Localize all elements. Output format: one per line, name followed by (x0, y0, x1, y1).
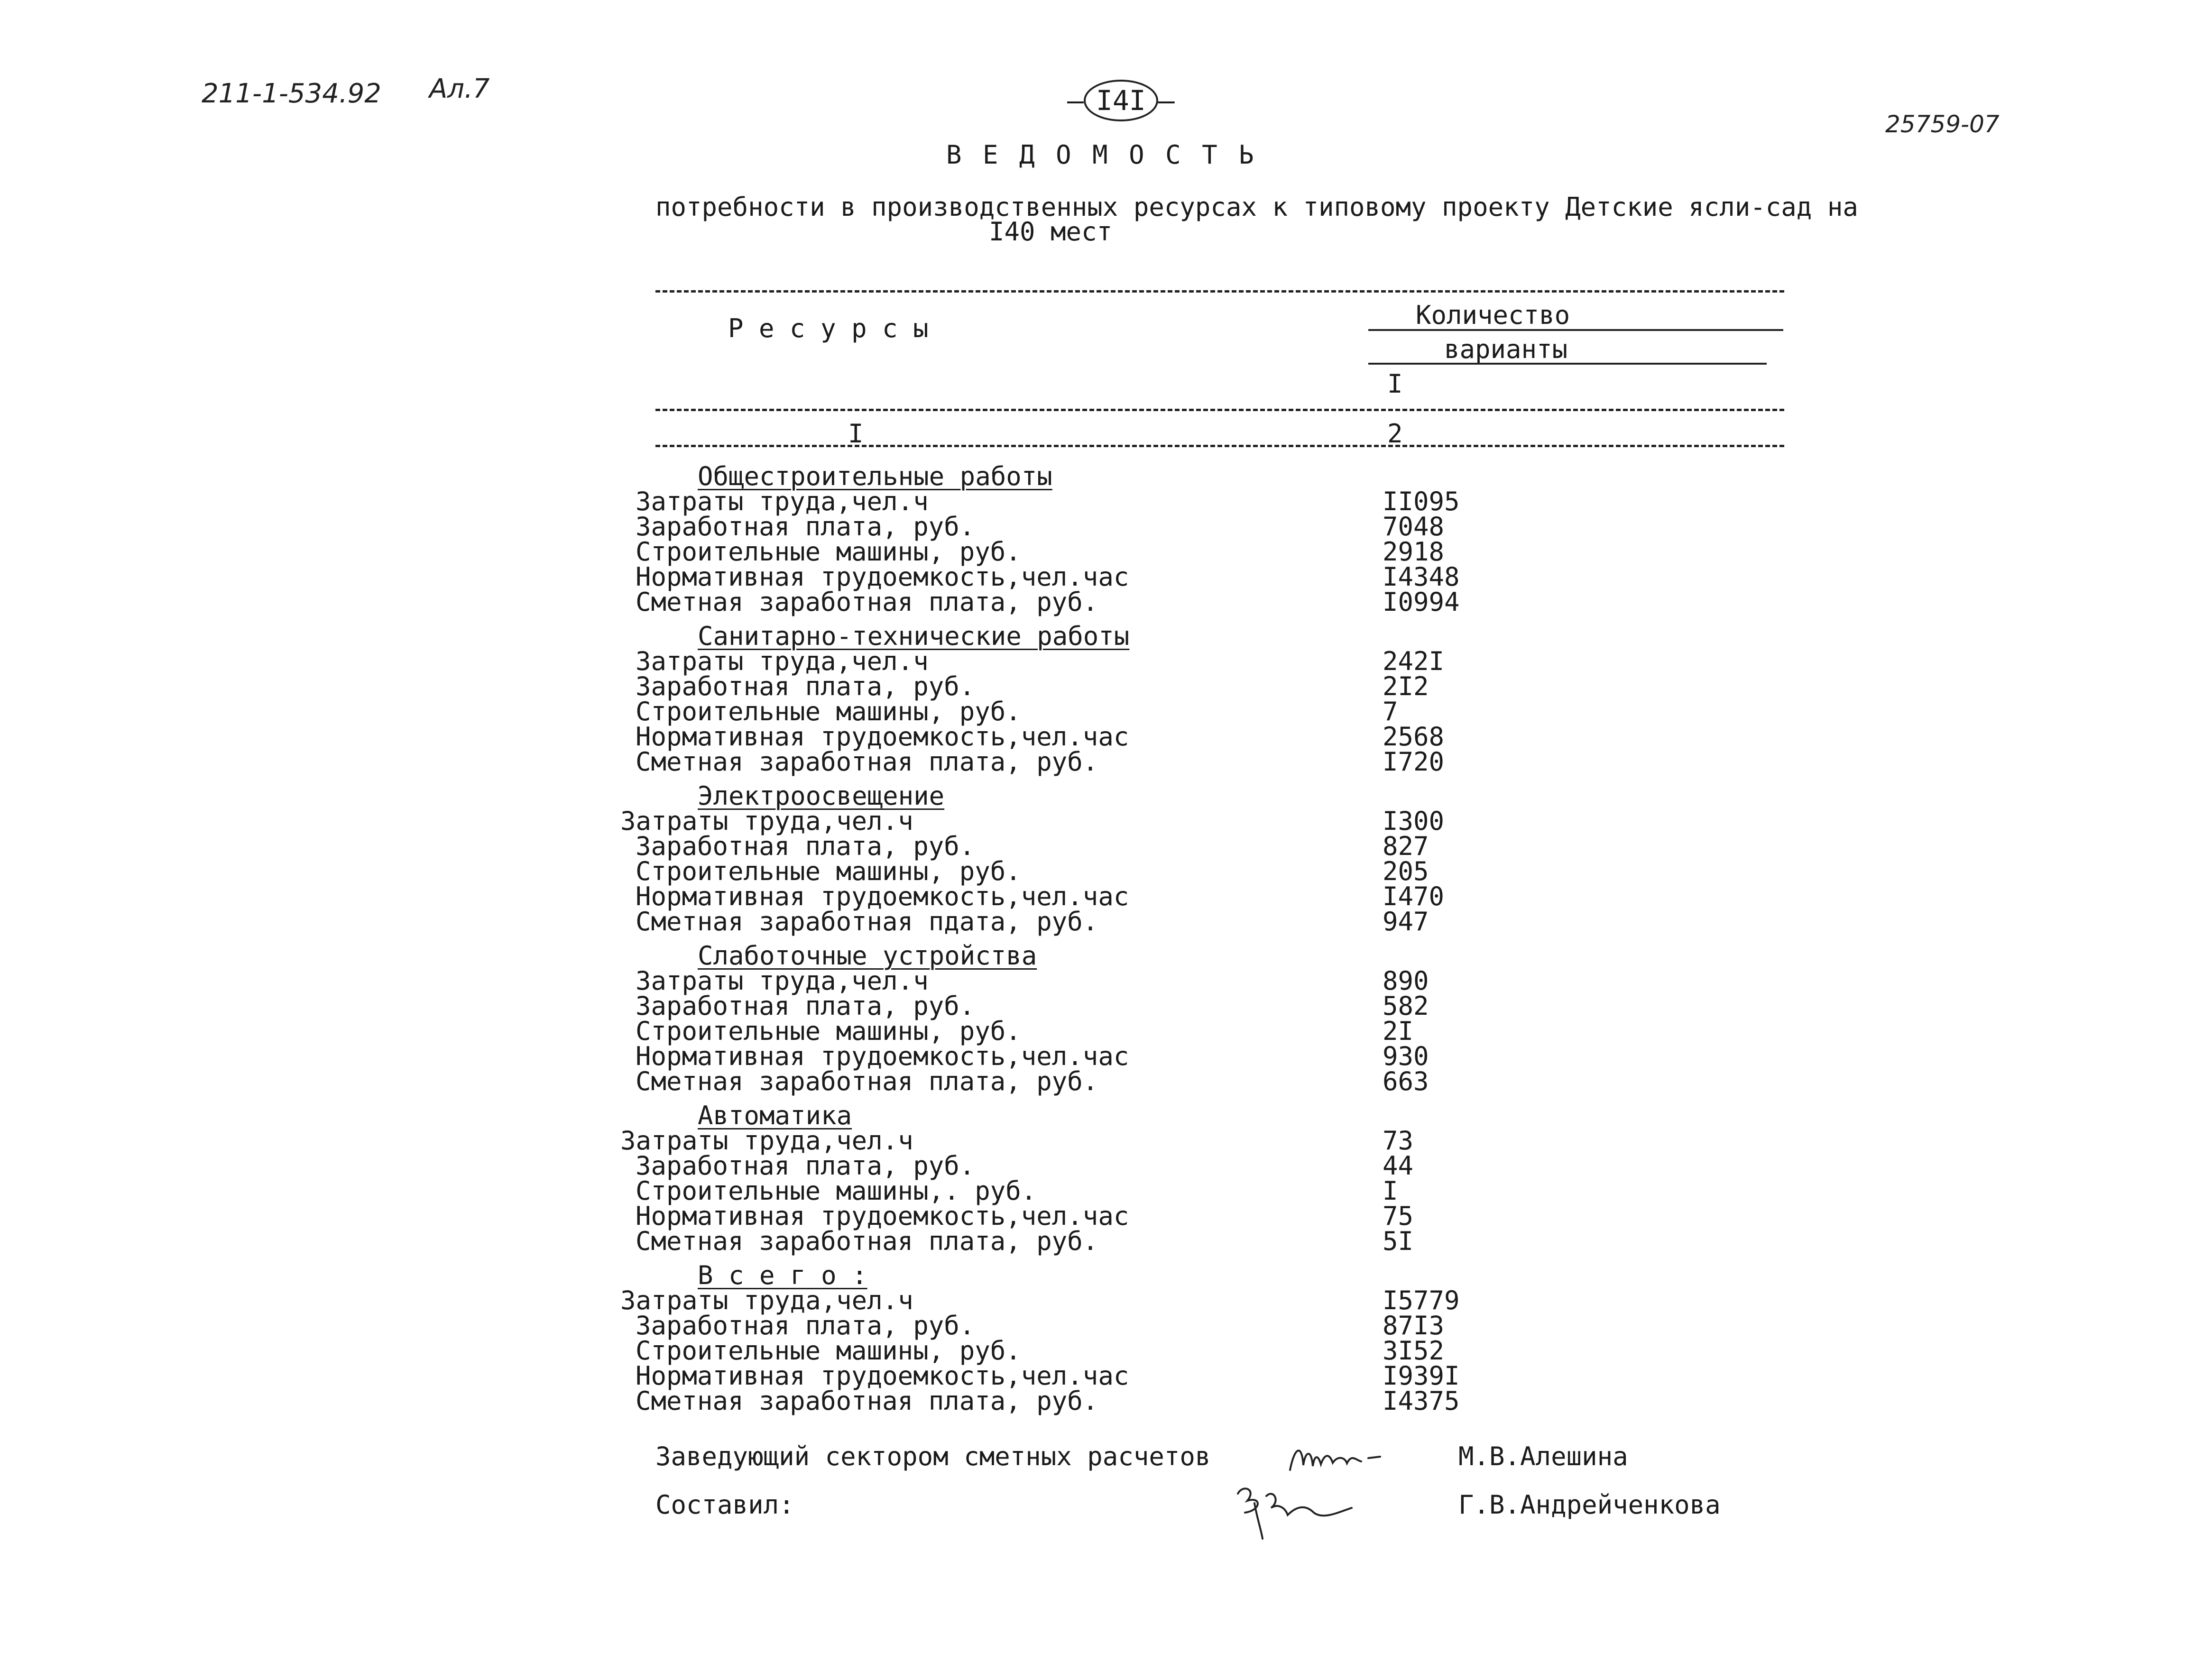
list-item (636, 1151, 1821, 1181)
compiler-signature (1228, 1475, 1371, 1541)
resource-value: 242I (1383, 646, 1445, 676)
resource-label: Нормативная трудоемкость,чел.час (636, 562, 1129, 592)
resource-value: 205 (1383, 856, 1429, 886)
resource-value: 7 (1383, 697, 1398, 726)
resource-label: Строительные машины, руб. (636, 856, 1021, 886)
document-title: В Е Д О М О С Т Ь (946, 140, 1257, 170)
group-total (620, 1260, 1821, 1416)
list-item (636, 1388, 1821, 1414)
resource-label: Заработная плата, руб. (636, 1311, 975, 1340)
resource-value: 827 (1383, 831, 1429, 861)
quantity-header-rule (1368, 329, 1783, 331)
list-item (636, 1226, 1821, 1256)
resource-label: Строительные машины, руб. (636, 537, 1021, 567)
variants-subheader-rule (1368, 363, 1767, 365)
resource-value: 2I (1383, 1016, 1414, 1046)
column-number-1: I (848, 419, 864, 449)
list-item (636, 831, 1821, 861)
resource-value: 930 (1383, 1041, 1429, 1071)
variants-subheader: варианты (1444, 334, 1568, 364)
resource-label: Нормативная трудоемкость,чел.час (636, 722, 1129, 752)
group-general-construction (636, 461, 1821, 617)
inventory-number: 25759-07 (1885, 110, 2000, 138)
list-item (636, 966, 1821, 996)
list-item (636, 589, 1821, 615)
group-title: Автоматика (698, 1101, 852, 1130)
group-title: Слаботочные устройства (698, 941, 1037, 971)
resource-label: Заработная плата, руб. (636, 1151, 975, 1181)
resource-value: I4348 (1383, 562, 1460, 592)
list-item (636, 1176, 1821, 1206)
list-item (636, 747, 1821, 777)
group-title: Санитарно-технические работы (698, 621, 1130, 651)
list-item (636, 699, 1821, 724)
resource-label: Затраты труда,чел.ч (620, 806, 913, 836)
document-subtitle-line2: I40 мест (989, 217, 1113, 247)
resource-label: Сметная заработная плата, руб. (636, 587, 1098, 617)
table-header-rule (655, 409, 1784, 411)
resource-value: II095 (1383, 487, 1460, 516)
group-sanitary-works (636, 621, 1821, 777)
group-automation (620, 1101, 1821, 1256)
list-item (636, 1203, 1821, 1229)
resource-value: I720 (1383, 747, 1445, 777)
list-item (620, 806, 1821, 836)
list-item (636, 856, 1821, 886)
resource-label: Нормативная трудоемкость,чел.час (636, 1201, 1129, 1231)
resource-value: 663 (1383, 1066, 1429, 1096)
resource-label: Сметная заработная пдата, руб. (636, 907, 1098, 936)
group-title: В с е г о : (698, 1260, 867, 1290)
resource-label: Затраты труда,чел.ч (636, 646, 929, 676)
list-item (636, 489, 1821, 514)
group-low-current-devices (636, 943, 1821, 1094)
list-item (636, 1336, 1821, 1366)
resource-label: Затраты труда,чел.ч (620, 1285, 913, 1315)
resources-list (620, 461, 1821, 1423)
resource-label: Затраты труда,чел.ч (636, 487, 929, 516)
resource-label: Нормативная трудоемкость,чел.час (636, 1361, 1129, 1391)
list-item (636, 722, 1821, 752)
resource-label: Заработная плата, руб. (636, 671, 975, 701)
list-item (636, 881, 1821, 911)
list-item (636, 1016, 1821, 1046)
album-mark: Ал.7 (429, 73, 490, 104)
list-item (636, 909, 1821, 934)
resource-label: Заработная плата, руб. (636, 831, 975, 861)
resource-value: 7048 (1383, 512, 1445, 542)
resource-value: 890 (1383, 966, 1429, 996)
list-item (636, 1361, 1821, 1391)
resource-value: 2918 (1383, 537, 1445, 567)
head-name: М.В.Алешина (1458, 1441, 1628, 1471)
resource-value: 2I2 (1383, 671, 1429, 701)
page-number: – I4I – (1067, 80, 1175, 121)
resource-label: Сметная заработная плата, руб. (636, 747, 1098, 777)
list-item (636, 671, 1821, 701)
list-item (636, 646, 1821, 676)
resource-value: 73 (1383, 1126, 1414, 1156)
resource-label: Сметная заработная плата, руб. (636, 1226, 1098, 1256)
resource-label: Нормативная трудоемкость,чел.час (636, 881, 1129, 911)
list-item (636, 993, 1821, 1019)
list-item (636, 562, 1821, 592)
resource-label: Заработная плата, руб. (636, 512, 975, 542)
variant-number: I (1387, 369, 1403, 399)
resource-label: Сметная заработная плата, руб. (636, 1066, 1098, 1096)
resource-label: Строительные машины,. руб. (636, 1176, 1037, 1206)
group-electric-lighting (620, 781, 1821, 936)
resource-value: 75 (1383, 1201, 1414, 1231)
group-title: Общестроительные работы (698, 461, 1052, 491)
table-numbering-rule (655, 445, 1784, 447)
resource-value: 5I (1383, 1226, 1414, 1256)
resource-value: 3I52 (1383, 1336, 1445, 1366)
head-role: Заведующий сектором сметных расчетов (655, 1441, 1211, 1471)
list-item (636, 1066, 1821, 1096)
resource-label: Заработная плата, руб. (636, 991, 975, 1021)
resource-value: I470 (1383, 881, 1445, 911)
resource-value: 947 (1383, 907, 1429, 936)
compiler-role: Составил: (655, 1490, 794, 1520)
group-title: Электроосвещение (698, 781, 945, 811)
resource-value: I (1383, 1176, 1398, 1206)
list-item (620, 1285, 1821, 1315)
resource-label: Затраты труда,чел.ч (636, 966, 929, 996)
head-signature (1285, 1437, 1399, 1479)
resource-label: Затраты труда,чел.ч (620, 1126, 913, 1156)
column-number-2: 2 (1387, 419, 1403, 449)
resource-label: Строительные машины, руб. (636, 1016, 1021, 1046)
resource-value: 582 (1383, 991, 1429, 1021)
resource-value: I5779 (1383, 1285, 1460, 1315)
table-top-rule (655, 290, 1784, 293)
resource-value: 2568 (1383, 722, 1445, 752)
list-item (636, 1041, 1821, 1071)
list-item (620, 1126, 1821, 1156)
resources-column-header: Р е с у р с ы (728, 313, 929, 343)
resource-label: Сметная заработная плата, руб. (636, 1386, 1098, 1416)
resource-label: Строительные машины, руб. (636, 1336, 1021, 1366)
resource-value: I4375 (1383, 1386, 1460, 1416)
compiler-name: Г.В.Андрейченкова (1458, 1490, 1721, 1520)
resource-value: I939I (1383, 1361, 1460, 1391)
resource-value: I0994 (1383, 587, 1460, 617)
quantity-column-header: Количество (1416, 300, 1570, 330)
list-item (636, 1313, 1821, 1338)
list-item (636, 537, 1821, 567)
document-subtitle-line1: потребности в производственных ресурсах к типовому проекту Детские ясли-сад на (655, 192, 1858, 222)
list-item (636, 512, 1821, 542)
resource-value: I300 (1383, 806, 1445, 836)
resource-label: Строительные машины, руб. (636, 697, 1021, 726)
resource-value: 87I3 (1383, 1311, 1445, 1340)
resource-value: 44 (1383, 1151, 1414, 1181)
resource-label: Нормативная трудоемкость,чел.час (636, 1041, 1129, 1071)
project-code: 211-1-534.92 (202, 78, 381, 109)
